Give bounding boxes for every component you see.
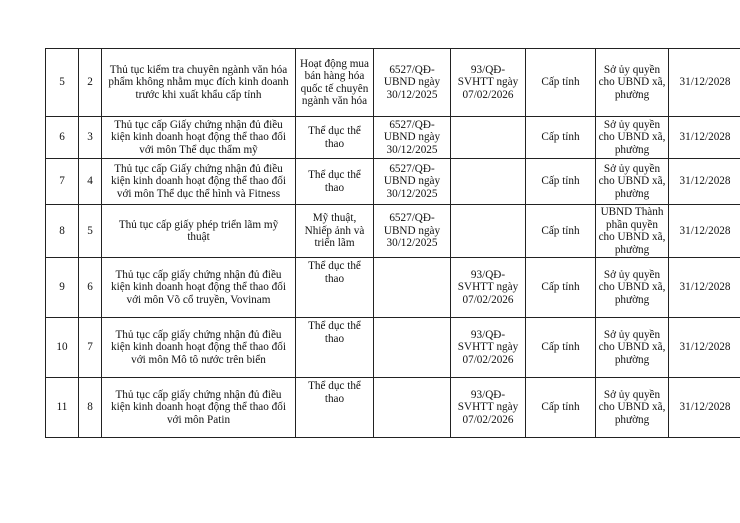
decision-ubnd xyxy=(374,378,451,438)
field-cell: Thể dục thể thao xyxy=(296,258,374,318)
procedure-name: Thủ tục cấp Giấy chứng nhận đủ điều kiện kinh doanh hoạt động thể thao đối với môn Thể dục thể hình và Fitness xyxy=(102,159,296,205)
row-number: 11 xyxy=(46,378,79,438)
level-cell: Cấp tỉnh xyxy=(526,117,596,159)
authorized-cell: Sở ủy quyền cho UBND xã, phường xyxy=(596,378,669,438)
field-cell: Mỹ thuật, Nhiếp ảnh và triển lãm xyxy=(296,205,374,258)
table-row xyxy=(46,159,740,205)
row-number: 9 xyxy=(46,258,79,318)
level-cell: Cấp tỉnh xyxy=(526,378,596,438)
decision-ubnd: 6527/QĐ-UBND ngày 30/12/2025 xyxy=(374,117,451,159)
table-row xyxy=(46,378,740,438)
authorized-cell: Sở ủy quyền cho UBND xã, phường xyxy=(596,318,669,378)
decision-ubnd: 6527/QĐ-UBND ngày 30/12/2025 xyxy=(374,205,451,258)
field-cell: Hoạt động mua bán hàng hóa quốc tế chuyên ngành văn hóa xyxy=(296,49,374,117)
table-body xyxy=(46,49,740,438)
sub-number: 3 xyxy=(79,117,102,159)
level-cell: Cấp tỉnh xyxy=(526,205,596,258)
level-cell: Cấp tỉnh xyxy=(526,49,596,117)
procedure-name: Thủ tục cấp giấy phép triển lãm mỹ thuật xyxy=(102,205,296,258)
table-row xyxy=(46,117,740,159)
procedure-name: Thủ tục cấp Giấy chứng nhận đủ điều kiện kinh doanh hoạt động thể thao đối với môn Thể dục thẩm mỹ xyxy=(102,117,296,159)
table-row xyxy=(46,258,740,318)
decision-svhtt: 93/QĐ-SVHTT ngày 07/02/2026 xyxy=(451,378,526,438)
procedure-table xyxy=(45,48,740,438)
table-row xyxy=(46,205,740,258)
decision-svhtt: 93/QĐ-SVHTT ngày 07/02/2026 xyxy=(451,258,526,318)
row-number: 7 xyxy=(46,159,79,205)
level-cell: Cấp tỉnh xyxy=(526,258,596,318)
authorized-cell: Sở ủy quyền cho UBND xã, phường xyxy=(596,117,669,159)
sub-number: 6 xyxy=(79,258,102,318)
procedure-name: Thủ tục cấp giấy chứng nhận đủ điều kiện kinh doanh hoạt động thể thao đối với môn Mô tô nước trên biển xyxy=(102,318,296,378)
level-cell: Cấp tỉnh xyxy=(526,318,596,378)
deadline-cell: 31/12/2028 xyxy=(669,205,740,258)
authorized-cell: Sở ủy quyền cho UBND xã, phường xyxy=(596,258,669,318)
level-cell: Cấp tỉnh xyxy=(526,159,596,205)
table-row xyxy=(46,49,740,117)
procedure-name: Thủ tục kiểm tra chuyên ngành văn hóa phẩm không nhằm mục đích kinh doanh trước khi xuất khẩu cấp tỉnh xyxy=(102,49,296,117)
sub-number: 8 xyxy=(79,378,102,438)
authorized-cell: Sở ủy quyền cho UBND xã, phường xyxy=(596,49,669,117)
row-number: 6 xyxy=(46,117,79,159)
deadline-cell: 31/12/2028 xyxy=(669,159,740,205)
decision-ubnd: 6527/QĐ-UBND ngày 30/12/2025 xyxy=(374,49,451,117)
sub-number: 5 xyxy=(79,205,102,258)
deadline-cell: 31/12/2028 xyxy=(669,378,740,438)
row-number: 5 xyxy=(46,49,79,117)
field-cell: Thể dục thể thao xyxy=(296,159,374,205)
procedure-name: Thủ tục cấp giấy chứng nhận đủ điều kiện kinh doanh hoạt động thể thao đối với môn Võ cổ truyền, Vovinam xyxy=(102,258,296,318)
decision-svhtt xyxy=(451,159,526,205)
authorized-cell: Sở ủy quyền cho UBND xã, phường xyxy=(596,159,669,205)
decision-svhtt xyxy=(451,117,526,159)
row-number: 10 xyxy=(46,318,79,378)
decision-svhtt xyxy=(451,205,526,258)
row-number: 8 xyxy=(46,205,79,258)
decision-ubnd: 6527/QĐ-UBND ngày 30/12/2025 xyxy=(374,159,451,205)
table-row xyxy=(46,318,740,378)
deadline-cell: 31/12/2028 xyxy=(669,258,740,318)
deadline-cell: 31/12/2028 xyxy=(669,117,740,159)
authorized-cell: UBND Thành phần quyền cho UBND xã, phường xyxy=(596,205,669,258)
decision-svhtt: 93/QĐ-SVHTT ngày 07/02/2026 xyxy=(451,49,526,117)
field-cell: Thể dục thể thao xyxy=(296,117,374,159)
field-cell: Thể dục thể thao xyxy=(296,318,374,378)
sub-number: 4 xyxy=(79,159,102,205)
field-cell: Thể dục thể thao xyxy=(296,378,374,438)
decision-ubnd xyxy=(374,258,451,318)
decision-svhtt: 93/QĐ-SVHTT ngày 07/02/2026 xyxy=(451,318,526,378)
decision-ubnd xyxy=(374,318,451,378)
procedure-name: Thủ tục cấp giấy chứng nhận đủ điều kiện kinh doanh hoạt động thể thao đối với môn Patin xyxy=(102,378,296,438)
sub-number: 7 xyxy=(79,318,102,378)
deadline-cell: 31/12/2028 xyxy=(669,318,740,378)
sub-number: 2 xyxy=(79,49,102,117)
deadline-cell: 31/12/2028 xyxy=(669,49,740,117)
